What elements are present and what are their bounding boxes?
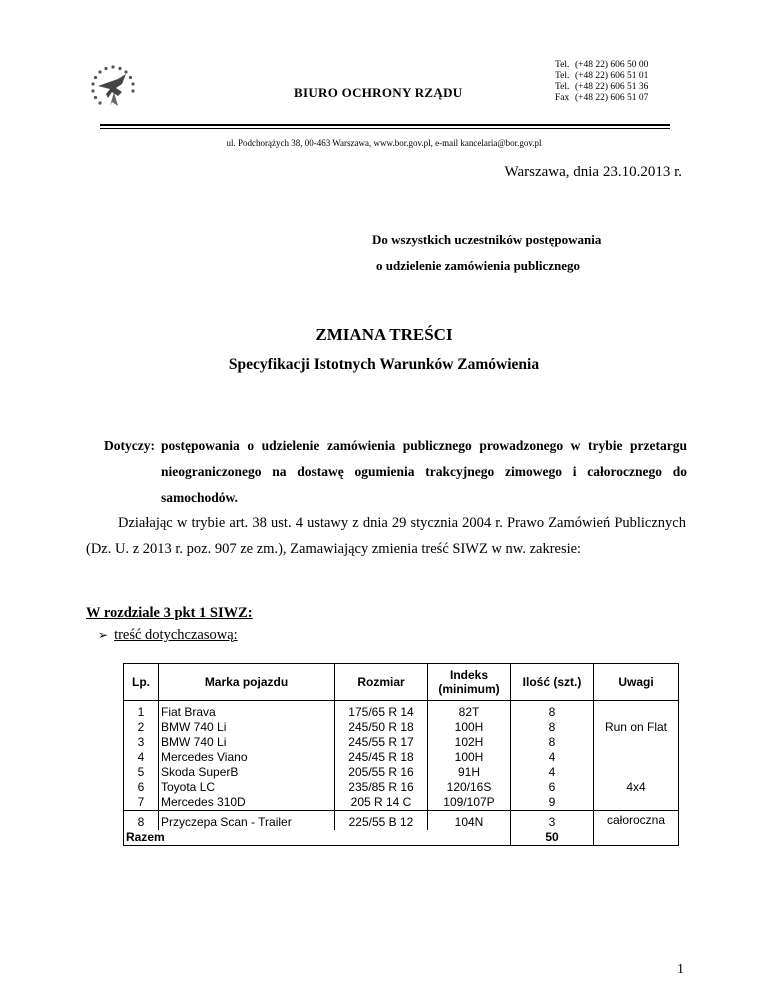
- table-row: 1 Fiat Brava 175/65 R 14 82T 8: [124, 705, 679, 720]
- subject-block: [104, 433, 687, 511]
- table-row: 3 BMW 740 Li 245/55 R 17 102H 8: [124, 735, 679, 750]
- recipient-line-2: o udzielenie zamówienia publicznego: [376, 258, 581, 273]
- table-header-row: [124, 664, 679, 701]
- section-heading: W rozdziale 3 pkt 1 SIWZ:: [86, 605, 253, 621]
- document-title: ZMIANA TREŚCI: [315, 325, 453, 344]
- header-rule-thin: [100, 128, 670, 129]
- bor-eagle-logo-icon: [88, 62, 138, 112]
- header-indeks: Indeks (minimum): [428, 664, 511, 701]
- contact-row: Tel. (+48 22) 606 50 00: [555, 60, 649, 70]
- table-row: 5 Skoda SuperB 205/55 R 16 91H 4: [124, 765, 679, 780]
- date-place: Warszawa, dnia 23.10.2013 r.: [504, 164, 682, 180]
- table-row: 4 Mercedes Viano 245/45 R 18 100H 4: [124, 750, 679, 765]
- table-row: 6 Toyota LC 235/85 R 16 120/16S 6 4x4: [124, 780, 679, 795]
- address-line: ul. Podchorążych 38, 00-463 Warszawa, www.bor.gov.pl, e-mail kancelaria@bor.gov.pl: [226, 138, 542, 148]
- total-label: Razem: [124, 830, 511, 846]
- header-rozmiar: Rozmiar: [335, 664, 428, 701]
- subject-text: postępowania o udzielenie zamówienia publicznego prowadzonego w trybie przetargu nieograniczonego na dostawę ogumienia trakcyjnego zimowego i całorocznego do samochodów.: [161, 438, 687, 505]
- subject-label: Dotyczy:: [104, 438, 155, 453]
- table-row: 8 Przyczepa Scan - Trailer 225/55 B 12 104N 3 całoroczna: [124, 811, 679, 831]
- table-row: 2 BMW 740 Li 245/50 R 18 100H 8 Run on Flat: [124, 720, 679, 735]
- header-ilosc: Ilość (szt.): [511, 664, 594, 701]
- header-rule: [100, 124, 670, 126]
- table-row: 7 Mercedes 310D 205 R 14 C 109/107P 9: [124, 795, 679, 811]
- arrow-bullet-icon: ➢: [98, 628, 109, 642]
- page-number: 1: [677, 962, 684, 977]
- contact-row: Fax (+48 22) 606 51 07: [555, 93, 649, 103]
- header-uwagi: Uwagi: [594, 664, 679, 701]
- header-marka: Marka pojazdu: [159, 664, 335, 701]
- contact-row: Tel. (+48 22) 606 51 36: [555, 82, 649, 92]
- contact-row: Tel. (+48 22) 606 51 01: [555, 71, 649, 81]
- tyre-table: [123, 663, 679, 846]
- header-lp: Lp.: [124, 664, 159, 701]
- bullet-item: ➢ treść dotychczasową:: [98, 627, 238, 643]
- contact-block: [555, 60, 648, 104]
- organization-name: BIURO OCHRONY RZĄDU: [294, 85, 463, 100]
- total-value: 50: [511, 830, 594, 846]
- table-total-row: [124, 830, 679, 846]
- document-subtitle: Specyfikacji Istotnych Warunków Zamówienia: [228, 356, 540, 373]
- recipient-line-1: Do wszystkich uczestników postępowania: [372, 232, 602, 247]
- body-paragraph: Działając w trybie art. 38 ust. 4 ustawy z dnia 29 stycznia 2004 r. Prawo Zamówień Publicznych (Dz. U. z 2013 r. poz. 907 ze zm.), Zamawiający zmienia treść SIWZ w nw. zakresie:: [86, 515, 686, 557]
